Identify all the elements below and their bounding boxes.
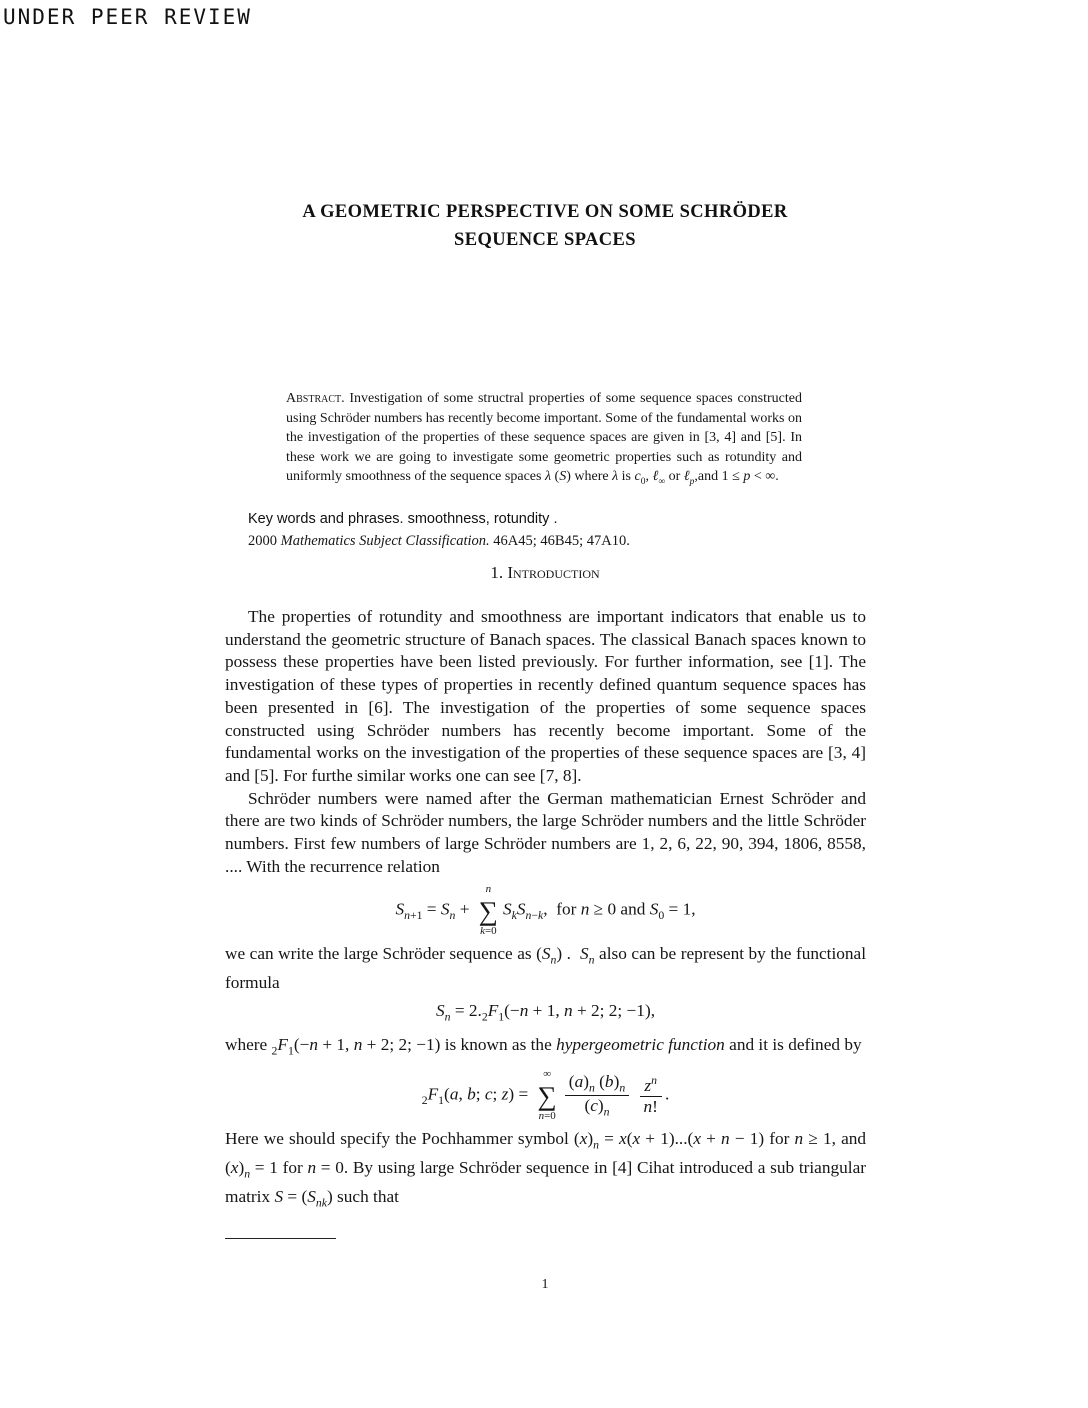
paragraph-1: The properties of rotundity and smoothness are important indicators that enable us to understand the geometric structure of Banach spaces. The classical Banach spaces known to possess these properties have been listed previously. For further information, see [1]. The investigation of these types of properties in recently defined quantum sequence spaces has been presented in [6]. The investigation of the properties of some sequence spaces constructed using Schröder numbers has recently become important. Some of the fundamental works on the investigation of the properties of these sequence spaces are [3, 4] and [5]. For furthe similar works one can see [7, 8].: [225, 607, 866, 785]
paragraph-4: where $_2F_1(-n + 1$, n + 2; 2; −1) is known as the hypergeometric function and it is defined by: [225, 1035, 862, 1058]
footnote-rule: [225, 1238, 336, 1239]
section-heading: [224, 563, 866, 583]
msc-line: 2000 Mathematics Subject Classification. 46A45; 46B45; 47A10.: [248, 533, 630, 549]
paragraph-5: Here we should specify the Pochhammer symbol $(x)_n = x(x + 1)...(x + n - 1)$ for n ≥ 1, and $(x)_n = 1$ for n = 0. By using large Schröder sequence in [4] Cihat introduced a sub triangular matrix $S = (S_{nk})$ such that: [225, 1129, 867, 1210]
abstract-text: Investigation of some structral properties of some sequence spaces constructed using Schröder numbers has recently become important. Some of the fundamental works on the investigation of the properties of these sequence spaces are given in [3, 4] and [5]. In these work we are going to investigate some geometric properties such as rotundity and uniformly smoothness of the sequence spaces λ (S) where λ is $c_0$, ℓ$_\infty$ or ℓ$_p$,and 1 ≤ p < ∞.: [286, 391, 802, 487]
paragraph-3: we can write the large Schröder sequence as $(S_n)$ . $S_n$ also can be represent by the functional formula: [225, 944, 867, 993]
paper-title-line1: A GEOMETRIC PERSPECTIVE ON SOME SCHRÖDER: [302, 202, 788, 222]
equation-hypergeometric: $_2F_1(a$, b; c; z) = ∞ ∑ n=0 $\frac{(a)_n (b)_n}{(c)_n}$ $\frac{z^n}{n!}$ .: [421, 1068, 670, 1122]
equation-functional-formula: $S_n = 2._2F_1(-n + 1$, n + 2; 2; −1),: [435, 1001, 656, 1024]
abstract-label: Abstract.: [286, 391, 345, 406]
abstract-block: [286, 389, 802, 492]
paragraph-2: Schröder numbers were named after the German mathematician Ernest Schröder and there are two kinds of Schröder numbers, the large Schröder numbers and the little Schröder numbers. First few numbers of large Schröder numbers are 1, 2, 6, 22, 90, 394, 1806, 8558, .... With the recurrence relation: [225, 788, 866, 876]
paper-title: [224, 198, 866, 254]
page-number: 1: [541, 1277, 549, 1292]
peer-review-watermark: UNDER PEER REVIEW: [3, 5, 252, 29]
section-heading-text: 1. Introduction: [490, 563, 600, 582]
keywords-line: Key words and phrases. smoothness, rotundity .: [248, 511, 558, 527]
paper-title-line2: SEQUENCE SPACES: [454, 230, 636, 250]
equation-recurrence: $S_{n+1} = S_n$ + n ∑ k=0 $S_kS_{n-k}$, for n ≥ 0 and $S_0 = 1$,: [395, 883, 696, 937]
body-text: [225, 606, 866, 1216]
